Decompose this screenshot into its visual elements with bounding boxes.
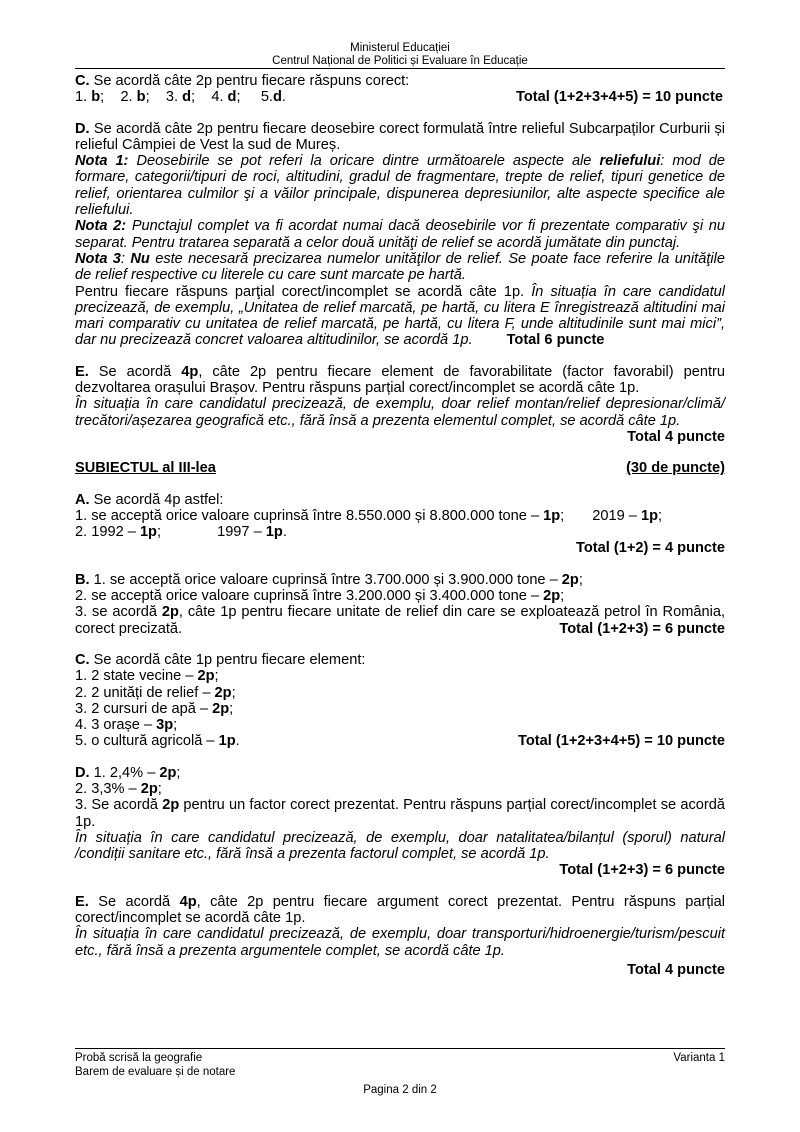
nota1-text: Deosebirile se pot referi la oricare dintre următoarele aspecte ale xyxy=(136,153,592,170)
section-e-points: 4p xyxy=(181,363,199,380)
answer-sep: . xyxy=(281,89,286,106)
s3-b-l2-text: 2. se acceptă orice valoare cuprinsă între 3.200.000 și 3.400.000 tone – xyxy=(75,588,540,605)
answer-num: 2. xyxy=(120,89,133,106)
s3-c-item-points: 2p xyxy=(212,700,230,717)
s3-c-item-points: 1p xyxy=(218,733,236,750)
page xyxy=(75,42,725,978)
s3-a-l2-points: 1p xyxy=(139,524,157,541)
section-d-nota3 xyxy=(75,251,725,284)
section-d-nota1 xyxy=(75,153,725,218)
s3-c-item: 4. 3 orașe – 3p; xyxy=(75,717,178,734)
s3-e-text-cont: , câte 2p pentru fiecare argument corect prezentat. Pentru răspuns parțial corect/incomplet se acordă câte 1p. xyxy=(75,893,725,927)
s3-e-label: E. xyxy=(75,893,89,910)
answer-num: 5. xyxy=(260,89,273,106)
s3-a-line1: 1. se acceptă orice valoare cuprinsă între 8.550.000 și 8.800.000 tone – 1p; 2019 – 1p; xyxy=(75,507,663,524)
nota2-text: Punctajul complet va fi acordat numai dacă deosebirile vor fi prezentate comparativ şi nu separat. Pentru tratarea separată a celor două unităţi de relief se acordă jumătate din punctaj. xyxy=(75,218,725,251)
s3-d-l3-points: 2p xyxy=(162,797,180,814)
s3-a-l1-text: 1. se acceptă orice valoare cuprinsă între 8.550.000 și 8.800.000 tone – xyxy=(75,507,540,524)
section-e-text-cont: , câte 2p pentru fiecare element de favorabilitate (factor favorabil) pentru dezvoltarea orașului Brașov. Pentru răspuns parțial corect/incomplet se acordă câte 1p. xyxy=(75,363,725,397)
s3-b-l1-points: 2p xyxy=(561,571,579,588)
s3-a-l2b-points: 1p xyxy=(265,524,283,541)
s3-a-label: A. xyxy=(75,491,90,508)
section-e-text: Se acordă xyxy=(98,363,172,380)
answer-letter: d xyxy=(272,89,282,106)
subject-3-heading xyxy=(75,460,725,476)
answer-letter: b xyxy=(136,89,146,106)
s3-c-item: 3. 2 cursuri de apă – 2p; xyxy=(75,700,234,717)
section-d-example: În situația în care candidatul precizează, de exemplu, „Unitatea de relief marcată, pe hartă, cu litera E înregistrează altitudini mai mari comparativ cu unitatea de relief marcată, pe hartă, cu litera F, unde altitudinile sunt mai mici”, dar nu precizează concret valoarea altitudinilor, se acordă 1p. xyxy=(75,283,725,349)
s3-a-line2: 2. 1992 – 1p; 1997 – 1p. xyxy=(75,524,287,541)
nota2-label: Nota 2: xyxy=(75,218,127,235)
answer-letter: d xyxy=(227,89,237,106)
s3-c-item-text: 3. 2 cursuri de apă – xyxy=(75,700,209,717)
s3-a-l2b-text: 1997 – xyxy=(217,524,262,541)
s3-a-total: Total (1+2) = 4 puncte xyxy=(576,540,725,557)
section-d-partial xyxy=(75,284,725,349)
s3-d-l1-text: 1. 2,4% – xyxy=(93,764,156,781)
s3-c-label: C. xyxy=(75,651,90,668)
center-name: Centrul Național de Politici și Evaluare în Educație xyxy=(75,55,725,69)
s3-c-intro-text: Se acordă câte 1p pentru fiecare element: xyxy=(93,651,366,668)
s3-e-points: 4p xyxy=(179,893,197,910)
nota3-label: Nota 3 xyxy=(75,250,121,267)
section-d-label: D. xyxy=(75,120,90,137)
s3-b-l3-points: 2p xyxy=(161,604,179,621)
footer-barem: Barem de evaluare și de notare xyxy=(75,1066,236,1078)
answer-num: 4. xyxy=(211,89,224,106)
section-c-answer-list xyxy=(75,89,516,105)
s3-c-item: 1. 2 state vecine – 2p; xyxy=(75,668,219,685)
s3-c-item-text: 4. 3 orașe – xyxy=(75,717,153,734)
section-e-total: Total 4 puncte xyxy=(627,428,725,445)
answer-sep: ; xyxy=(191,89,196,106)
page-number: Pagina 2 din 2 xyxy=(363,1084,437,1096)
footer-row xyxy=(75,1051,725,1065)
answer-letter: b xyxy=(91,89,101,106)
footer-variant: Varianta 1 xyxy=(673,1052,725,1064)
answer-sep: ; xyxy=(236,89,241,106)
s3-c-item-text: 2. 2 unități de relief – xyxy=(75,684,211,701)
section-d-nota2 xyxy=(75,218,725,251)
nota3-text: este necesară precizarea numelor unităţilor de relief. Se poate face referire la unităţile de relief respective cu literele cu care sunt marcate pe hartă. xyxy=(75,250,725,284)
s3-b-l3-text: 3. se acordă xyxy=(75,604,157,621)
s3-d-line3 xyxy=(75,797,725,830)
s3-a-intro-text: Se acordă 4p astfel: xyxy=(93,491,224,508)
answer-sep: ; xyxy=(145,89,150,106)
s3-d-example-para xyxy=(75,830,725,863)
s3-a-l1b-points: 1p xyxy=(640,507,659,524)
document-footer xyxy=(75,1048,725,1097)
s3-a-l1b-text: 2019 – xyxy=(592,507,637,524)
s3-e-text: Se acordă xyxy=(98,893,171,910)
nota1-label: Nota 1: xyxy=(75,153,129,170)
s3-c-total: Total (1+2+3+4+5) = 10 puncte xyxy=(518,733,725,750)
section-d-partial-text: Pentru fiecare răspuns parţial corect/incomplet se acordă câte 1p. xyxy=(75,283,525,300)
section-e-example-para xyxy=(75,396,725,429)
section-c-answers xyxy=(75,89,725,105)
footer-rule xyxy=(75,1048,725,1049)
section-d-intro-text: Se acordă câte 2p pentru fiecare deosebire corect formulată între relieful Subcarpaților Curburii și relieful Câmpiei de Vest la sud de Mureș. xyxy=(75,120,725,153)
answer-sep: ; xyxy=(100,89,105,106)
document-body xyxy=(75,73,725,978)
s3-e-example-para xyxy=(75,926,725,959)
section-d-total: Total 6 puncte xyxy=(506,332,605,349)
s3-d-l3-text: 3. Se acordă xyxy=(75,797,159,814)
ministry-name: Ministerul Educației xyxy=(350,42,450,54)
s3-d-l3-text-cont: pentru un factor corect prezentat. Pentru răspuns parțial corect/incomplet se acordă 1p. xyxy=(75,797,725,830)
document-header xyxy=(75,42,725,69)
s3-d-line1: D. 1. 2,4% – 2p; xyxy=(75,764,181,781)
s3-c-item-text: 1. 2 state vecine – xyxy=(75,668,194,685)
s3-b-line3 xyxy=(75,604,725,637)
s3-c-item-points: 2p xyxy=(214,684,232,701)
s3-b-label: B. xyxy=(75,571,90,588)
s3-e-total: Total 4 puncte xyxy=(627,961,725,978)
section-e-example: În situația în care candidatul precizează, de exemplu, doar relief montan/relief depresionar/climă/ trecători/așezarea geografică etc., fără însă a prezenta elementul complet, se acordă câte 1p. xyxy=(75,396,725,429)
s3-b-total: Total (1+2+3) = 6 puncte xyxy=(559,620,725,637)
s3-b-l2-points: 2p xyxy=(543,588,561,605)
section-e-label: E. xyxy=(75,363,89,380)
s3-c-item: 2. 2 unități de relief – 2p; xyxy=(75,684,236,701)
s3-a-intro xyxy=(75,492,725,508)
footer-exam-name: Probă scrisă la geografie xyxy=(75,1052,203,1064)
s3-b-l3-text-cont: , câte 1p pentru fiecare unitate de relief din care se exploatează petrol în România, corect precizată. xyxy=(75,604,725,637)
section-c-intro: Se acordă câte 2p pentru fiecare răspuns corect: xyxy=(93,73,410,89)
s3-d-label: D. xyxy=(75,764,90,781)
s3-b-line1: B. 1. se acceptă orice valoare cuprinsă între 3.700.000 și 3.900.000 tone – 2p; xyxy=(75,571,583,588)
s3-d-l2-text: 2. 3,3% – xyxy=(75,780,137,797)
nota1-bold: reliefului xyxy=(599,153,661,170)
section-c xyxy=(75,73,725,89)
s3-a-l2-text: 2. 1992 – xyxy=(75,524,136,541)
s3-e xyxy=(75,894,725,927)
s3-c-item: 5. o cultură agricolă – 1p. Total (1+2+3+4+5) = 10 puncte xyxy=(75,733,725,750)
nota1-text-cont: : mod de formare, categorii/tipuri de roci, altitudini, gradul de fragmentare, trepte de relief, tipuri genetice de relief, orientarea culmilor şi a văilor principale, dispunerea depresiunilor, alte aspecte specifice ale reliefului. xyxy=(75,153,725,219)
subject-3-title: SUBIECTUL al III-lea xyxy=(75,460,216,477)
section-c-label: C. xyxy=(75,73,90,89)
section-d-intro xyxy=(75,121,725,154)
section-c-total: Total (1+2+3+4+5) = 10 puncte xyxy=(516,89,723,106)
nota3-colon: : xyxy=(120,250,125,267)
nota3-nu: Nu xyxy=(130,250,150,267)
s3-e-example: În situația în care candidatul precizează, de exemplu, doar transporturi/hidroenergie/turism/pescuit etc., fără însă a prezenta argumentele complet, se acordă câte 1p. xyxy=(75,926,725,959)
section-e xyxy=(75,364,725,397)
s3-d-line2: 2. 3,3% – 2p; xyxy=(75,780,162,797)
s3-d-total: Total (1+2+3) = 6 puncte xyxy=(559,862,725,879)
s3-c-item-text: 5. o cultură agricolă – xyxy=(75,733,215,750)
subject-3-points: (30 de puncte) xyxy=(626,460,725,477)
s3-b-l1-text: 1. se acceptă orice valoare cuprinsă între 3.700.000 și 3.900.000 tone – xyxy=(93,571,558,588)
s3-c-item-points: 2p xyxy=(197,668,215,685)
s3-d-l1-points: 2p xyxy=(159,764,177,781)
s3-d-example: În situația în care candidatul precizează, de exemplu, doar natalitatea/bilanțul (sporul) natural /condiții sanitare etc., fără însă a prezenta factorul complet, se acordă 1p. xyxy=(75,829,725,863)
s3-b-line2: 2. se acceptă orice valoare cuprinsă între 3.200.000 și 3.400.000 tone – 2p; xyxy=(75,588,565,605)
s3-a-l1-points: 1p xyxy=(543,507,561,524)
answer-num: 1. xyxy=(75,89,88,106)
s3-c-intro xyxy=(75,652,725,668)
answer-letter: d xyxy=(182,89,192,106)
s3-c-item-points: 3p xyxy=(156,717,174,734)
s3-d-l2-points: 2p xyxy=(140,780,158,797)
answer-num: 3. xyxy=(165,89,179,106)
